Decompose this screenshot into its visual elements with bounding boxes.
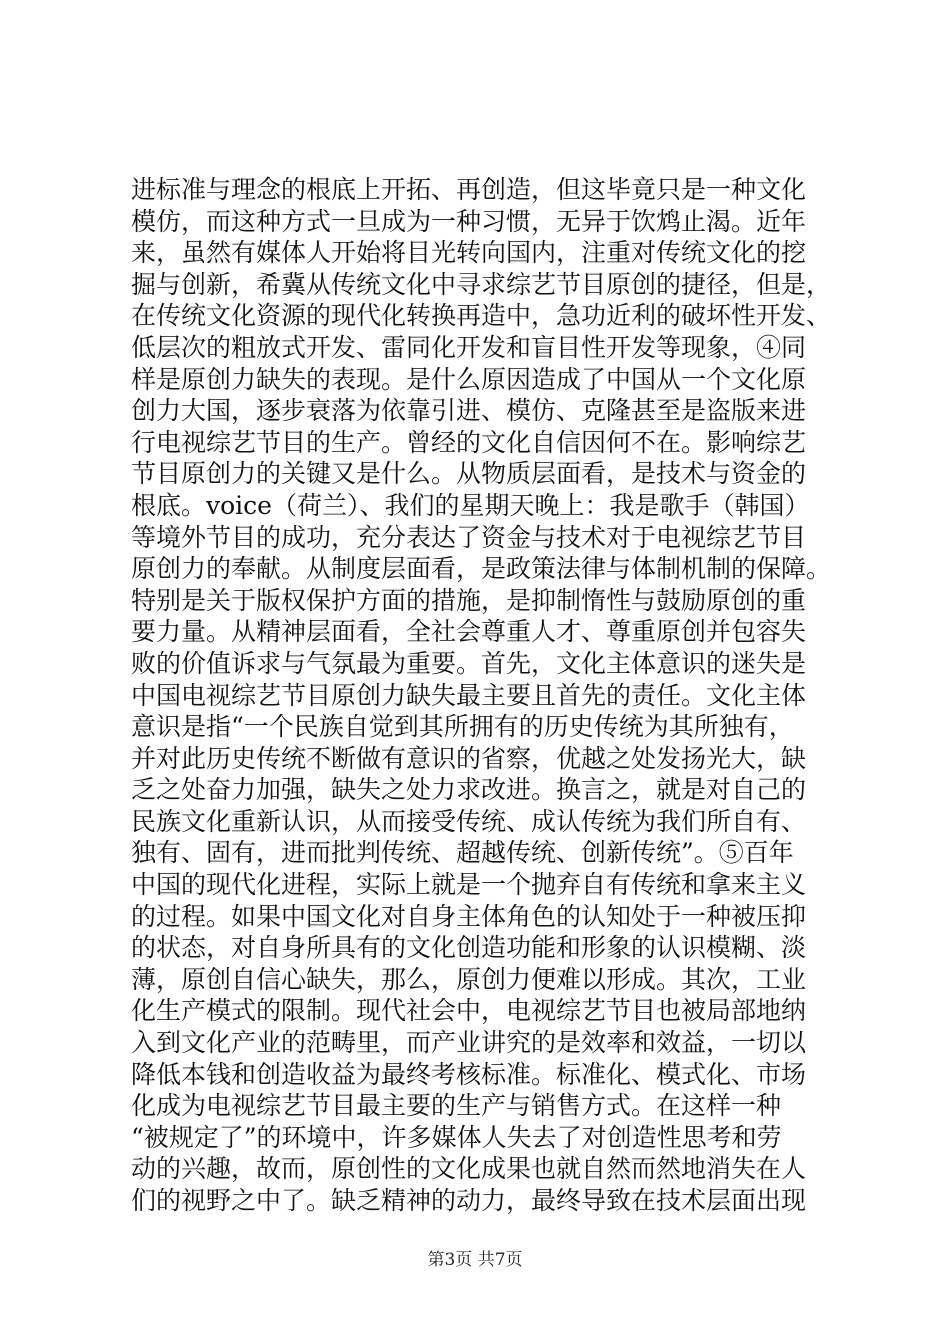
text-line: 行电视综艺节目的生产。曾经的文化自信因何不在。影响综艺 — [131, 427, 807, 457]
text-line: 的过程。如果中国文化对自身主体角色的认知处于一种被压抑 — [131, 901, 807, 931]
text-line: 掘与创新，希冀从传统文化中寻求综艺节目原创的捷径，但是， — [131, 269, 832, 299]
text-line: 化生产模式的限制。现代社会中，电视综艺节目也被局部地纳 — [131, 996, 807, 1026]
page-number-footer: 第3页 共7页 — [427, 1250, 523, 1270]
text-line: 模仿，而这种方式一旦成为一种习惯，无异于饮鸩止渴。近年 — [131, 206, 807, 236]
text-line: 降低本钱和创造收益为最终考核标准。标准化、模式化、市场 — [131, 1059, 807, 1089]
text-line: 败的价值诉求与气氛最为重要。首先，文化主体意识的迷失是 — [131, 648, 807, 678]
text-line: 薄，原创自信心缺失，那么，原创力便难以形成。其次，工业 — [131, 964, 807, 994]
body-paragraph — [131, 174, 831, 1217]
text-line: 根底。voice（荷兰）、我们的星期天晚上：我是歌手（韩国） — [131, 490, 810, 520]
text-line: 化成为电视综艺节目最主要的生产与销售方式。在这样一种 — [131, 1091, 782, 1121]
text-line: 入到文化产业的范畴里，而产业讲究的是效率和效益，一切以 — [131, 1028, 807, 1058]
text-line: 动的兴趣，故而，原创性的文化成果也就自然而然地消失在人 — [131, 1154, 807, 1184]
text-line: 中国电视综艺节目原创力缺失最主要且首先的责任。文化主体 — [131, 680, 807, 710]
text-line: 独有、固有，进而批判传统、超越传统、创新传统”。⑤百年 — [131, 838, 794, 868]
text-line: 在传统文化资源的现代化转换再造中，急功近利的破坏性开发、 — [131, 301, 832, 331]
text-line: 乏之处奋力加强，缺失之处力求改进。换言之，就是对自己的 — [131, 775, 807, 805]
text-line: 节目原创力的关键又是什么。从物质层面看，是技术与资金的 — [131, 459, 807, 489]
text-line: 样是原创力缺失的表现。是什么原因造成了中国从一个文化原 — [131, 364, 807, 394]
text-line: 中国的现代化进程，实际上就是一个抛弃自有传统和拿来主义 — [131, 870, 807, 900]
text-line: 原创力的奉献。从制度层面看，是政策法律与体制机制的保障。 — [131, 554, 832, 584]
text-line: 特别是关于版权保护方面的措施，是抑制惰性与鼓励原创的重 — [131, 585, 807, 615]
text-line: 进标准与理念的根底上开拓、再创造，但这毕竟只是一种文化 — [131, 175, 807, 204]
text-line: “被规定了”的环境中，许多媒体人失去了对创造性思考和劳 — [131, 1122, 782, 1152]
text-line: 意识是指“一个民族自觉到其所拥有的历史传统为其所独有， — [131, 712, 794, 742]
text-line: 来，虽然有媒体人开始将目光转向国内，注重对传统文化的挖 — [131, 238, 807, 268]
text-line: 等境外节目的成功，充分表达了资金与技术对于电视综艺节目 — [131, 522, 807, 552]
text-line: 的状态，对自身所具有的文化创造功能和形象的认识模糊、淡 — [131, 933, 807, 963]
text-line: 并对此历史传统不断做有意识的省察，优越之处发扬光大，缺 — [131, 743, 807, 773]
text-line: 低层次的粗放式开发、雷同化开发和盲目性开发等现象，④同 — [131, 332, 807, 362]
text-line: 民族文化重新认识，从而接受传统、成认传统为我们所自有、 — [131, 806, 807, 836]
text-line: 们的视野之中了。缺乏精神的动力，最终导致在技术层面出现 — [131, 1186, 807, 1215]
text-line: 创力大国，逐步衰落为依靠引进、模仿、克隆甚至是盗版来进 — [131, 396, 807, 426]
text-line: 要力量。从精神层面看，全社会尊重人才、尊重原创并包容失 — [131, 617, 807, 647]
